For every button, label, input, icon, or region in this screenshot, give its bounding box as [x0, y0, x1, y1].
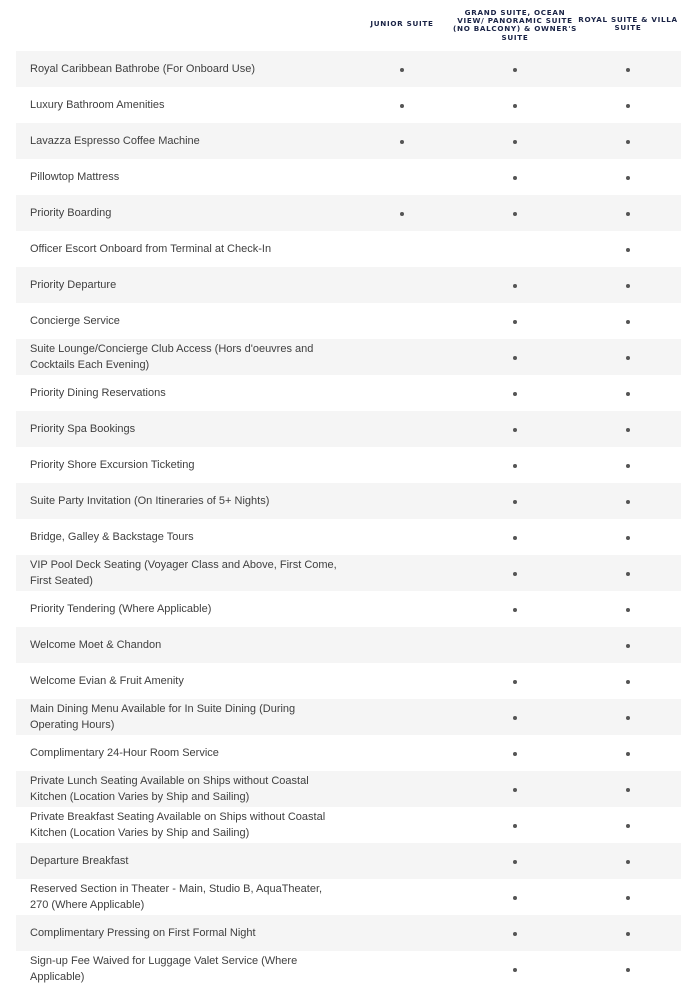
- feature-label: Main Dining Menu Available for In Suite Dining (During Operating Hours): [30, 703, 296, 731]
- table-row: [16, 51, 681, 87]
- feature-label: VIP Pool Deck Seating (Voyager Class and Above, First Come, First Seated): [30, 559, 337, 587]
- included-bullet-junior: [400, 140, 404, 144]
- feature-label: Suite Party Invitation (On Itineraries of 5+ Nights): [30, 495, 270, 507]
- column-header-junior-suite: JUNIOR SUITE: [370, 19, 434, 28]
- included-bullet-royal: [626, 572, 630, 576]
- table-row: [16, 375, 681, 411]
- included-bullet-grand: [513, 320, 517, 324]
- table-row: [16, 231, 681, 267]
- table-row: [16, 663, 681, 699]
- included-bullet-royal: [626, 356, 630, 360]
- feature-label: Priority Dining Reservations: [30, 387, 166, 399]
- included-bullet-royal: [626, 536, 630, 540]
- included-bullet-royal: [626, 320, 630, 324]
- included-bullet-grand: [513, 536, 517, 540]
- feature-label: Sign-up Fee Waived for Luggage Valet Service (Where Applicable): [30, 955, 298, 983]
- feature-label: Pillowtop Mattress: [30, 171, 120, 183]
- feature-label: Private Lunch Seating Available on Ships without Coastal Kitchen (Location Varies by Ship and Sailing): [30, 775, 309, 803]
- included-bullet-grand: [513, 176, 517, 180]
- feature-label: Priority Departure: [30, 279, 117, 291]
- included-bullet-grand: [513, 680, 517, 684]
- included-bullet-grand: [513, 932, 517, 936]
- included-bullet-royal: [626, 68, 630, 72]
- table-row: [16, 195, 681, 231]
- feature-label: Reserved Section in Theater - Main, Studio B, AquaTheater, 270 (Where Applicable): [30, 883, 323, 911]
- column-header-royal-suite: ROYAL SUITE & VILLA SUITE: [578, 15, 678, 33]
- table-row: [16, 915, 681, 951]
- table-row: [16, 879, 681, 915]
- included-bullet-grand: [513, 860, 517, 864]
- included-bullet-royal: [626, 644, 630, 648]
- table-row: [16, 771, 681, 807]
- table-row: [16, 807, 681, 843]
- included-bullet-royal: [626, 140, 630, 144]
- included-bullet-junior: [400, 104, 404, 108]
- table-row: [16, 699, 681, 735]
- included-bullet-royal: [626, 212, 630, 216]
- included-bullet-grand: [513, 500, 517, 504]
- included-bullet-grand: [513, 392, 517, 396]
- included-bullet-grand: [513, 104, 517, 108]
- included-bullet-royal: [626, 176, 630, 180]
- table-row: [16, 267, 681, 303]
- included-bullet-grand: [513, 968, 517, 972]
- included-bullet-royal: [626, 104, 630, 108]
- table-row: [16, 447, 681, 483]
- feature-label: Welcome Moet & Chandon: [30, 639, 162, 651]
- included-bullet-royal: [626, 788, 630, 792]
- feature-label: Priority Spa Bookings: [30, 423, 136, 435]
- feature-label: Welcome Evian & Fruit Amenity: [30, 675, 184, 687]
- included-bullet-royal: [626, 932, 630, 936]
- feature-label: Suite Lounge/Concierge Club Access (Hors d'oeuvres and Cocktails Each Evening): [30, 343, 314, 371]
- feature-label: Officer Escort Onboard from Terminal at Check-In: [30, 243, 272, 255]
- table-row: [16, 555, 681, 591]
- feature-label: Priority Boarding: [30, 207, 112, 219]
- included-bullet-royal: [626, 716, 630, 720]
- included-bullet-grand: [513, 356, 517, 360]
- feature-label: Private Breakfast Seating Available on Ships without Coastal Kitchen (Location Varies by Ship and Sailing): [30, 811, 326, 839]
- included-bullet-royal: [626, 464, 630, 468]
- included-bullet-royal: [626, 680, 630, 684]
- included-bullet-grand: [513, 284, 517, 288]
- feature-label: Priority Shore Excursion Ticketing: [30, 459, 195, 471]
- feature-label: Concierge Service: [30, 315, 120, 327]
- included-bullet-grand: [513, 140, 517, 144]
- included-bullet-royal: [626, 896, 630, 900]
- included-bullet-royal: [626, 824, 630, 828]
- included-bullet-grand: [513, 608, 517, 612]
- included-bullet-grand: [513, 212, 517, 216]
- included-bullet-royal: [626, 500, 630, 504]
- table-row: [16, 627, 681, 663]
- included-bullet-grand: [513, 896, 517, 900]
- included-bullet-grand: [513, 752, 517, 756]
- table-row: [16, 159, 681, 195]
- included-bullet-royal: [626, 392, 630, 396]
- included-bullet-grand: [513, 788, 517, 792]
- table-row: [16, 411, 681, 447]
- feature-label: Priority Tendering (Where Applicable): [30, 603, 212, 615]
- included-bullet-grand: [513, 428, 517, 432]
- included-bullet-royal: [626, 752, 630, 756]
- included-bullet-junior: [400, 68, 404, 72]
- feature-label: Luxury Bathroom Amenities: [30, 99, 165, 111]
- table-row: [16, 519, 681, 555]
- table-row: [16, 303, 681, 339]
- table-row: [16, 591, 681, 627]
- included-bullet-royal: [626, 860, 630, 864]
- table-row: [16, 483, 681, 519]
- feature-label: Departure Breakfast: [30, 855, 129, 867]
- included-bullet-royal: [626, 608, 630, 612]
- feature-label: Complimentary 24-Hour Room Service: [30, 747, 219, 759]
- table-row: [16, 339, 681, 375]
- table-row: [16, 87, 681, 123]
- included-bullet-grand: [513, 68, 517, 72]
- included-bullet-grand: [513, 716, 517, 720]
- included-bullet-royal: [626, 284, 630, 288]
- table-row: [16, 951, 681, 987]
- included-bullet-junior: [400, 212, 404, 216]
- column-header-grand-suite: GRAND SUITE, OCEAN VIEW/ PANORAMIC SUITE (NO BALCONY) & OWNER'S SUITE: [453, 8, 577, 42]
- table-row: [16, 843, 681, 879]
- included-bullet-royal: [626, 428, 630, 432]
- feature-label: Royal Caribbean Bathrobe (For Onboard Use): [30, 63, 256, 75]
- included-bullet-royal: [626, 248, 630, 252]
- feature-label: Bridge, Galley & Backstage Tours: [30, 531, 194, 543]
- table-row: [16, 123, 681, 159]
- feature-label: Complimentary Pressing on First Formal Night: [30, 927, 256, 939]
- included-bullet-grand: [513, 824, 517, 828]
- table-row: [16, 735, 681, 771]
- table-header: [0, 0, 697, 51]
- included-bullet-grand: [513, 464, 517, 468]
- included-bullet-grand: [513, 572, 517, 576]
- included-bullet-royal: [626, 968, 630, 972]
- feature-label: Lavazza Espresso Coffee Machine: [30, 135, 200, 147]
